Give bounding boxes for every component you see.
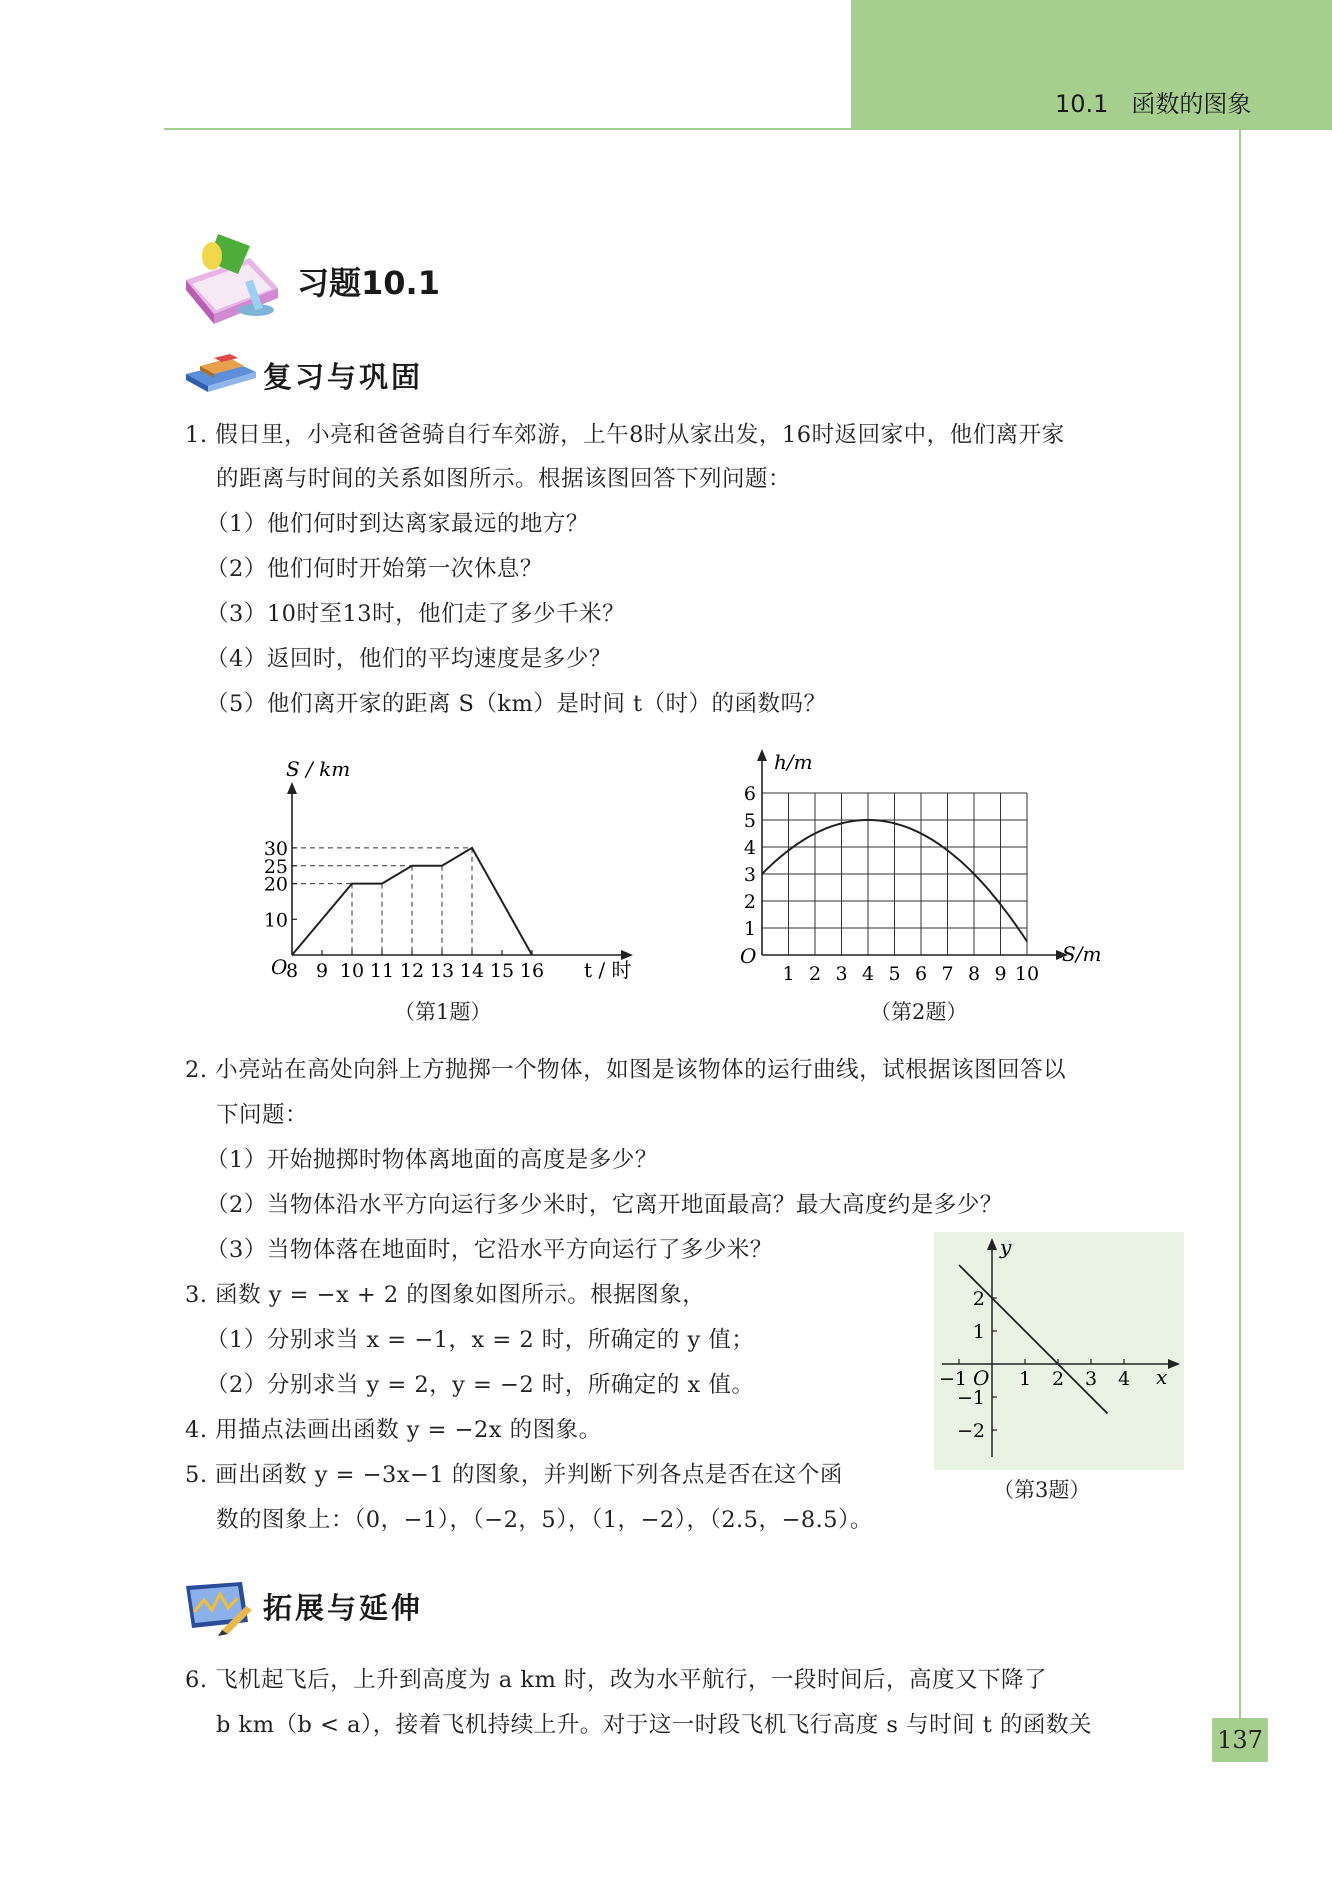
fig3-x-arrow [1168, 1359, 1180, 1369]
fig2-y-tick-label: 2 [743, 891, 756, 913]
q6-stem-line-1: 6. 飞机起飞后，上升到高度为 a km 时，改为水平航行，一段时间后，高度又下降了 [185, 1667, 1047, 1693]
fig3-origin: O [973, 1366, 990, 1390]
section-heading-extension: 拓展与延伸 [263, 1591, 424, 1625]
fig3-y-tick-label: −1 [956, 1387, 985, 1409]
fig1-y-tick-label: 30 [263, 837, 288, 860]
q1-stem-line-1: 1. 假日里，小亮和爸爸骑自行车郊游，上午8时从家出发，16时返回家中，他们离开家 [185, 422, 1065, 448]
figure-1-distance-time-chart [250, 750, 650, 990]
fig2-caption: （第2题） [870, 1000, 968, 1024]
fig2-x-tick-label: 9 [994, 963, 1007, 985]
fig1-x-tick-label: 11 [369, 960, 395, 982]
fig1-x-tick-label: 12 [399, 960, 425, 982]
fig1-x-tick-label: 13 [429, 960, 455, 982]
fig2-y-tick-label: 3 [743, 864, 756, 886]
q1-part-5: （5）他们离开家的距离 S（km）是时间 t（时）的函数吗？ [206, 691, 827, 717]
fig1-caption: （第1题） [394, 1000, 492, 1024]
q4-stem: 4. 用描点法画出函数 y = −2x 的图象。 [185, 1417, 602, 1443]
fig1-y-tick-label: 10 [263, 909, 288, 932]
q3-part-2: （2）分别求当 y = 2，y = −2 时，所确定的 x 值。 [206, 1372, 755, 1398]
section-title: 函数的图象 [1131, 90, 1252, 118]
fig2-y-tick-label: 5 [743, 810, 756, 832]
fig2-x-tick-label: 4 [861, 963, 875, 985]
fig3-x-label: x [1156, 1365, 1168, 1389]
fig2-y-label: h/m [774, 750, 813, 774]
figure-3-linear-function-chart [934, 1232, 1184, 1470]
fig3-y-tick-label: 2 [972, 1288, 985, 1310]
fig3-x-tick-label: 1 [1018, 1368, 1032, 1390]
fig3-y-arrow [987, 1238, 997, 1250]
fig2-y-tick-label: 1 [743, 918, 756, 940]
fig2-x-tick-label: 1 [782, 963, 795, 985]
fig3-x-tick-label: 2 [1051, 1368, 1065, 1390]
fig3-x-tick-label: 3 [1084, 1368, 1098, 1390]
fig2-y-arrow [757, 749, 767, 761]
books-icon [184, 352, 258, 394]
q5-stem-line-1: 5. 画出函数 y = −3x−1 的图象，并判断下列各点是否在这个函 [185, 1462, 843, 1488]
fig1-x-tick-label: 10 [339, 960, 365, 982]
q2-stem-line-2: 下问题： [216, 1102, 309, 1128]
fig2-y-ticks [744, 783, 756, 940]
running-header [1055, 84, 1251, 119]
fig2-grid [762, 793, 1027, 955]
q2-stem-line-1: 2. 小亮站在高处向斜上方抛掷一个物体，如图是该物体的运行曲线，试根据该图回答以 [185, 1057, 1067, 1083]
fig3-y-label: y [1000, 1235, 1012, 1259]
fig2-x-ticks [782, 963, 1039, 985]
q2-part-2: （2）当物体沿水平方向运行多少米时，它离开地面最高？最大高度约是多少？ [206, 1192, 1003, 1218]
fig1-y-tick-label: 25 [263, 855, 288, 878]
figure-2-trajectory-chart [730, 745, 1110, 985]
desk-lamp-icon [178, 228, 288, 328]
fig2-x-tick-label: 7 [941, 963, 954, 985]
fig3-x-tick-label: 4 [1117, 1368, 1131, 1390]
q6-stem-line-2: b km（b < a），接着飞机持续上升。对于这一时段飞机飞行高度 s 与时间 t 的函数关 [216, 1712, 1092, 1738]
q2-part-3: （3）当物体落在地面时，它沿水平方向运行了多少米？ [206, 1237, 773, 1263]
fig2-x-tick-label: 2 [808, 963, 822, 985]
fig1-y-tick-label: 20 [263, 873, 288, 896]
q1-part-4: （4）返回时，他们的平均速度是多少？ [206, 646, 612, 672]
fig2-y-tick-label: 4 [743, 837, 756, 859]
fig1-y-label: S / km [286, 757, 351, 781]
fig3-caption: （第3题） [993, 1478, 1091, 1502]
q1-part-1: （1）他们何时到达离家最远的地方？ [206, 511, 589, 537]
fig2-x-tick-label: 8 [967, 963, 981, 985]
fig2-x-tick-label: 10 [1014, 963, 1040, 985]
exercise-title: 习题10.1 [297, 264, 440, 302]
fig1-x-label: t / 时 [584, 958, 632, 982]
fig2-x-tick-label: 6 [914, 963, 928, 985]
fig2-x-tick-label: 5 [888, 963, 901, 985]
fig1-x-tick-label: 14 [459, 960, 485, 982]
q2-part-1: （1）开始抛掷时物体离地面的高度是多少？ [206, 1147, 658, 1173]
margin-rule [1239, 128, 1241, 1748]
q3-stem: 3. 函数 y = −x + 2 的图象如图所示。根据图象， [185, 1282, 706, 1308]
fig2-x-label: S/m [1062, 942, 1102, 966]
fig1-y-arrow [287, 782, 297, 794]
q1-stem-line-2: 的距离与时间的关系如图所示。根据该图回答下列问题： [216, 466, 792, 492]
q1-part-2: （2）他们何时开始第一次休息？ [206, 556, 543, 582]
fig2-x-tick-label: 3 [835, 963, 848, 985]
q5-stem-line-2: 数的图象上：（0，−1），（−2，5），（1，−2），（2.5，−8.5）。 [216, 1507, 873, 1533]
section-number: 10.1 [1055, 90, 1109, 118]
pen-chart-icon [182, 1580, 256, 1636]
fig2-y-tick-label: 6 [743, 783, 756, 805]
q1-part-3: （3）10时至13时，他们走了多少千米？ [206, 601, 626, 627]
fig1-origin: O [271, 955, 288, 979]
fig1-x-tick-label: 9 [315, 960, 329, 982]
fig3-y-ticks [957, 1288, 997, 1442]
page-number: 137 [1212, 1718, 1268, 1762]
fig3-y-tick-label: 1 [972, 1321, 985, 1343]
q3-part-1: （1）分别求当 x = −1，x = 2 时，所确定的 y 值； [206, 1327, 755, 1353]
fig1-x-tick-label: 15 [489, 960, 515, 982]
fig1-x-tick-label: 8 [285, 960, 299, 982]
fig2-origin: O [740, 944, 757, 968]
section-heading-review: 复习与巩固 [263, 360, 424, 394]
fig3-x-tick-label: −1 [938, 1368, 968, 1390]
header-rule [164, 128, 1332, 130]
fig1-x-tick-label: 16 [519, 960, 545, 982]
fig3-y-tick-label: −2 [956, 1420, 985, 1442]
